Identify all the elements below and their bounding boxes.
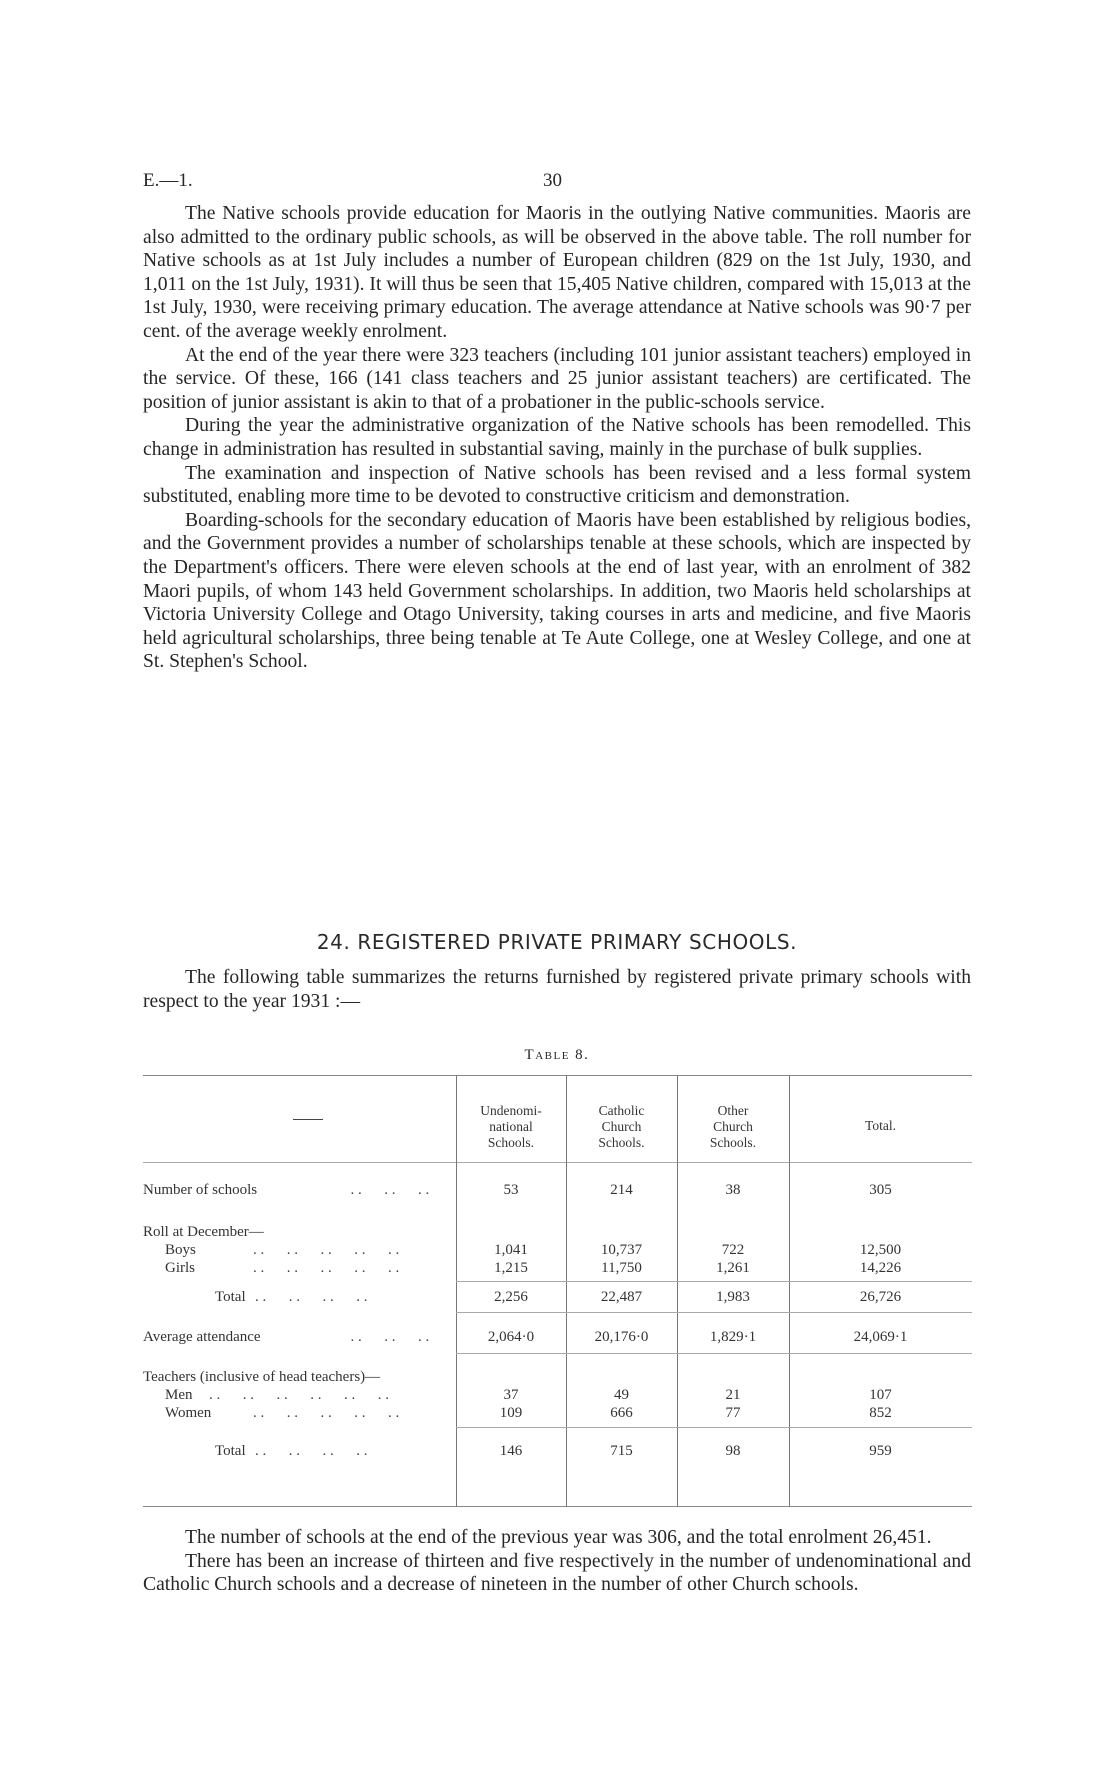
leader-dots: . . . . . . . . . . . . (209, 1387, 389, 1403)
table-cell: 305 (869, 1182, 892, 1198)
table-cell: 98 (725, 1443, 741, 1459)
table-cell: 49 (614, 1387, 629, 1403)
column-heading-catholic: Catholic Church Schools. (598, 1103, 645, 1150)
table-cell: 146 (499, 1443, 523, 1459)
section-heading: 24. REGISTERED PRIVATE PRIMARY SCHOOLS. (316, 930, 798, 954)
table-cell: 2,064·0 (487, 1329, 535, 1345)
paragraph: The number of schools at the end of the previous year was 306, and the total enrolment 26,451. (185, 1527, 932, 1548)
table-cell: 26,726 (859, 1289, 902, 1305)
table-cell: 11,750 (601, 1260, 642, 1276)
leader-dots: . . . . . . . . . . (253, 1242, 400, 1258)
paragraph: The following table summarizes the returns furnished by registered private primary schools with respect to the year 1931 :— (143, 967, 971, 1012)
paragraph: There has been an increase of thirteen and five respectively in the number of undenominational and Catholic Church schools and a decrease of nineteen in the number of other Church schools. (143, 1550, 971, 1596)
row-label-attendance: Average attendance (143, 1329, 261, 1345)
leader-dots: . . . . . . (343, 1182, 430, 1198)
row-rule (456, 1312, 972, 1313)
closing-text (143, 1526, 971, 1597)
paragraph: During the year the administrative organization of the Native schools has been remodelled. This change in administration has resulted in substantial saving, mainly in the purchase of bulk supplies. (143, 415, 971, 460)
row-label-girls: Girls (165, 1260, 195, 1276)
blank-heading-dash (293, 1119, 323, 1120)
leader-dots: . . . . . . . . . . (253, 1405, 400, 1421)
native-schools-text (143, 202, 971, 674)
table-cell: 1,041 (494, 1242, 528, 1258)
table-cell: 37 (503, 1387, 519, 1403)
paragraph: The examination and inspection of Native schools has been revised and a less formal system substituted, enabling more time to be devoted to constructive criticism and demonstration. (143, 462, 971, 508)
paragraph: The Native schools provide education for Maoris in the outlying Native communities. Maoris are also admitted to the ordinary public schools, as will be observed in the above table. The roll number for Native schools as at 1st July includes a number of European children (829 on the 1st July, 1930, and 1,011 on the 1st July, 1931). It will thus be seen that 15,405 Native children, compared with 15,013 at the 1st July, 1930, were receiving primary education. The average attendance at Native schools was 90·7 per cent. of the average weekly enrolment. (143, 203, 971, 342)
table-cell: 214 (610, 1182, 633, 1198)
table-cell: 53 (503, 1182, 519, 1198)
column-heading-total: Total. (865, 1118, 896, 1133)
page-number: 30 (543, 170, 562, 191)
row-label-schools: Number of schools (143, 1182, 258, 1198)
table-cell: 21 (725, 1387, 741, 1403)
table-cell: 107 (869, 1387, 892, 1403)
schools-table (143, 1075, 972, 1507)
report-reference: E.—1. (143, 170, 193, 191)
subtotal-rule (456, 1427, 972, 1428)
leader-dots: . . . . . . . . (255, 1289, 368, 1305)
table-cell: 12,500 (859, 1242, 902, 1258)
row-rule (456, 1353, 972, 1354)
column-heading-undenominational: Undenomi- national Schools. (480, 1103, 542, 1150)
table-cell: 1,261 (716, 1260, 750, 1276)
table-cell: 2,256 (494, 1289, 528, 1305)
paragraph: Boarding-schools for the secondary education of Maoris have been established by religious bodies, and the Government provides a number of scholarships tenable at these schools, which are inspected by the Department's officers. There were eleven schools at the end of last year, with an enrolment of 382 Maori pupils, of whom 143 held Government scholarships. In addition, two Maoris held scholarships at Victoria University College and Otago University, taking courses in arts and medicine, and five Maoris held agricultural scholarships, three being tenable at Te Aute College, one at Wesley College, and one at St. Stephen's School. (143, 509, 971, 673)
header-rule (143, 1162, 972, 1163)
table-cell: 20,176·0 (594, 1329, 649, 1345)
row-label-teachers-total: Total (215, 1443, 246, 1459)
table-cell: 1,829·1 (709, 1329, 757, 1345)
table-cell: 22,487 (600, 1289, 643, 1305)
table-cell: 109 (499, 1405, 523, 1421)
leader-dots: . . . . . . (343, 1329, 430, 1345)
leader-dots: . . . . . . . . (255, 1443, 368, 1459)
section-lead-text (143, 966, 971, 1013)
row-group-teachers: Teachers (inclusive of head teachers)— (143, 1369, 381, 1385)
table-cell: 959 (869, 1443, 892, 1459)
table-cell: 38 (725, 1182, 741, 1198)
table-bottom-rule (143, 1506, 972, 1507)
subtotal-rule (456, 1281, 972, 1282)
row-group-roll: Roll at December— (143, 1224, 264, 1240)
row-label-women: Women (165, 1405, 212, 1421)
page-header (143, 170, 973, 196)
table-cell: 1,983 (716, 1289, 750, 1305)
row-label-men: Men (165, 1387, 193, 1403)
table-caption: Table 8. (524, 1047, 590, 1063)
column-heading-other-church: Other Church Schools. (709, 1103, 757, 1150)
table-cell: 77 (725, 1405, 741, 1421)
table-cell: 14,226 (859, 1260, 902, 1276)
table-top-rule (143, 1075, 972, 1076)
row-label-roll-total: Total (215, 1289, 246, 1305)
table-cell: 715 (610, 1443, 633, 1459)
row-label-boys: Boys (165, 1242, 196, 1258)
table-cell: 722 (721, 1242, 745, 1258)
leader-dots: . . . . . . . . . . (253, 1260, 400, 1276)
table-cell: 1,215 (494, 1260, 528, 1276)
paragraph: At the end of the year there were 323 teachers (including 101 junior assistant teachers) employed in the service. Of these, 166 (141 class teachers and 25 junior assistant teachers) are certificated. The position of junior assistant is akin to that of a probationer in the public-schools service. (143, 344, 971, 413)
table-cell: 24,069·1 (853, 1329, 908, 1345)
table-cell: 852 (869, 1405, 892, 1421)
table-cell: 666 (610, 1405, 633, 1421)
table-cell: 10,737 (600, 1242, 643, 1258)
